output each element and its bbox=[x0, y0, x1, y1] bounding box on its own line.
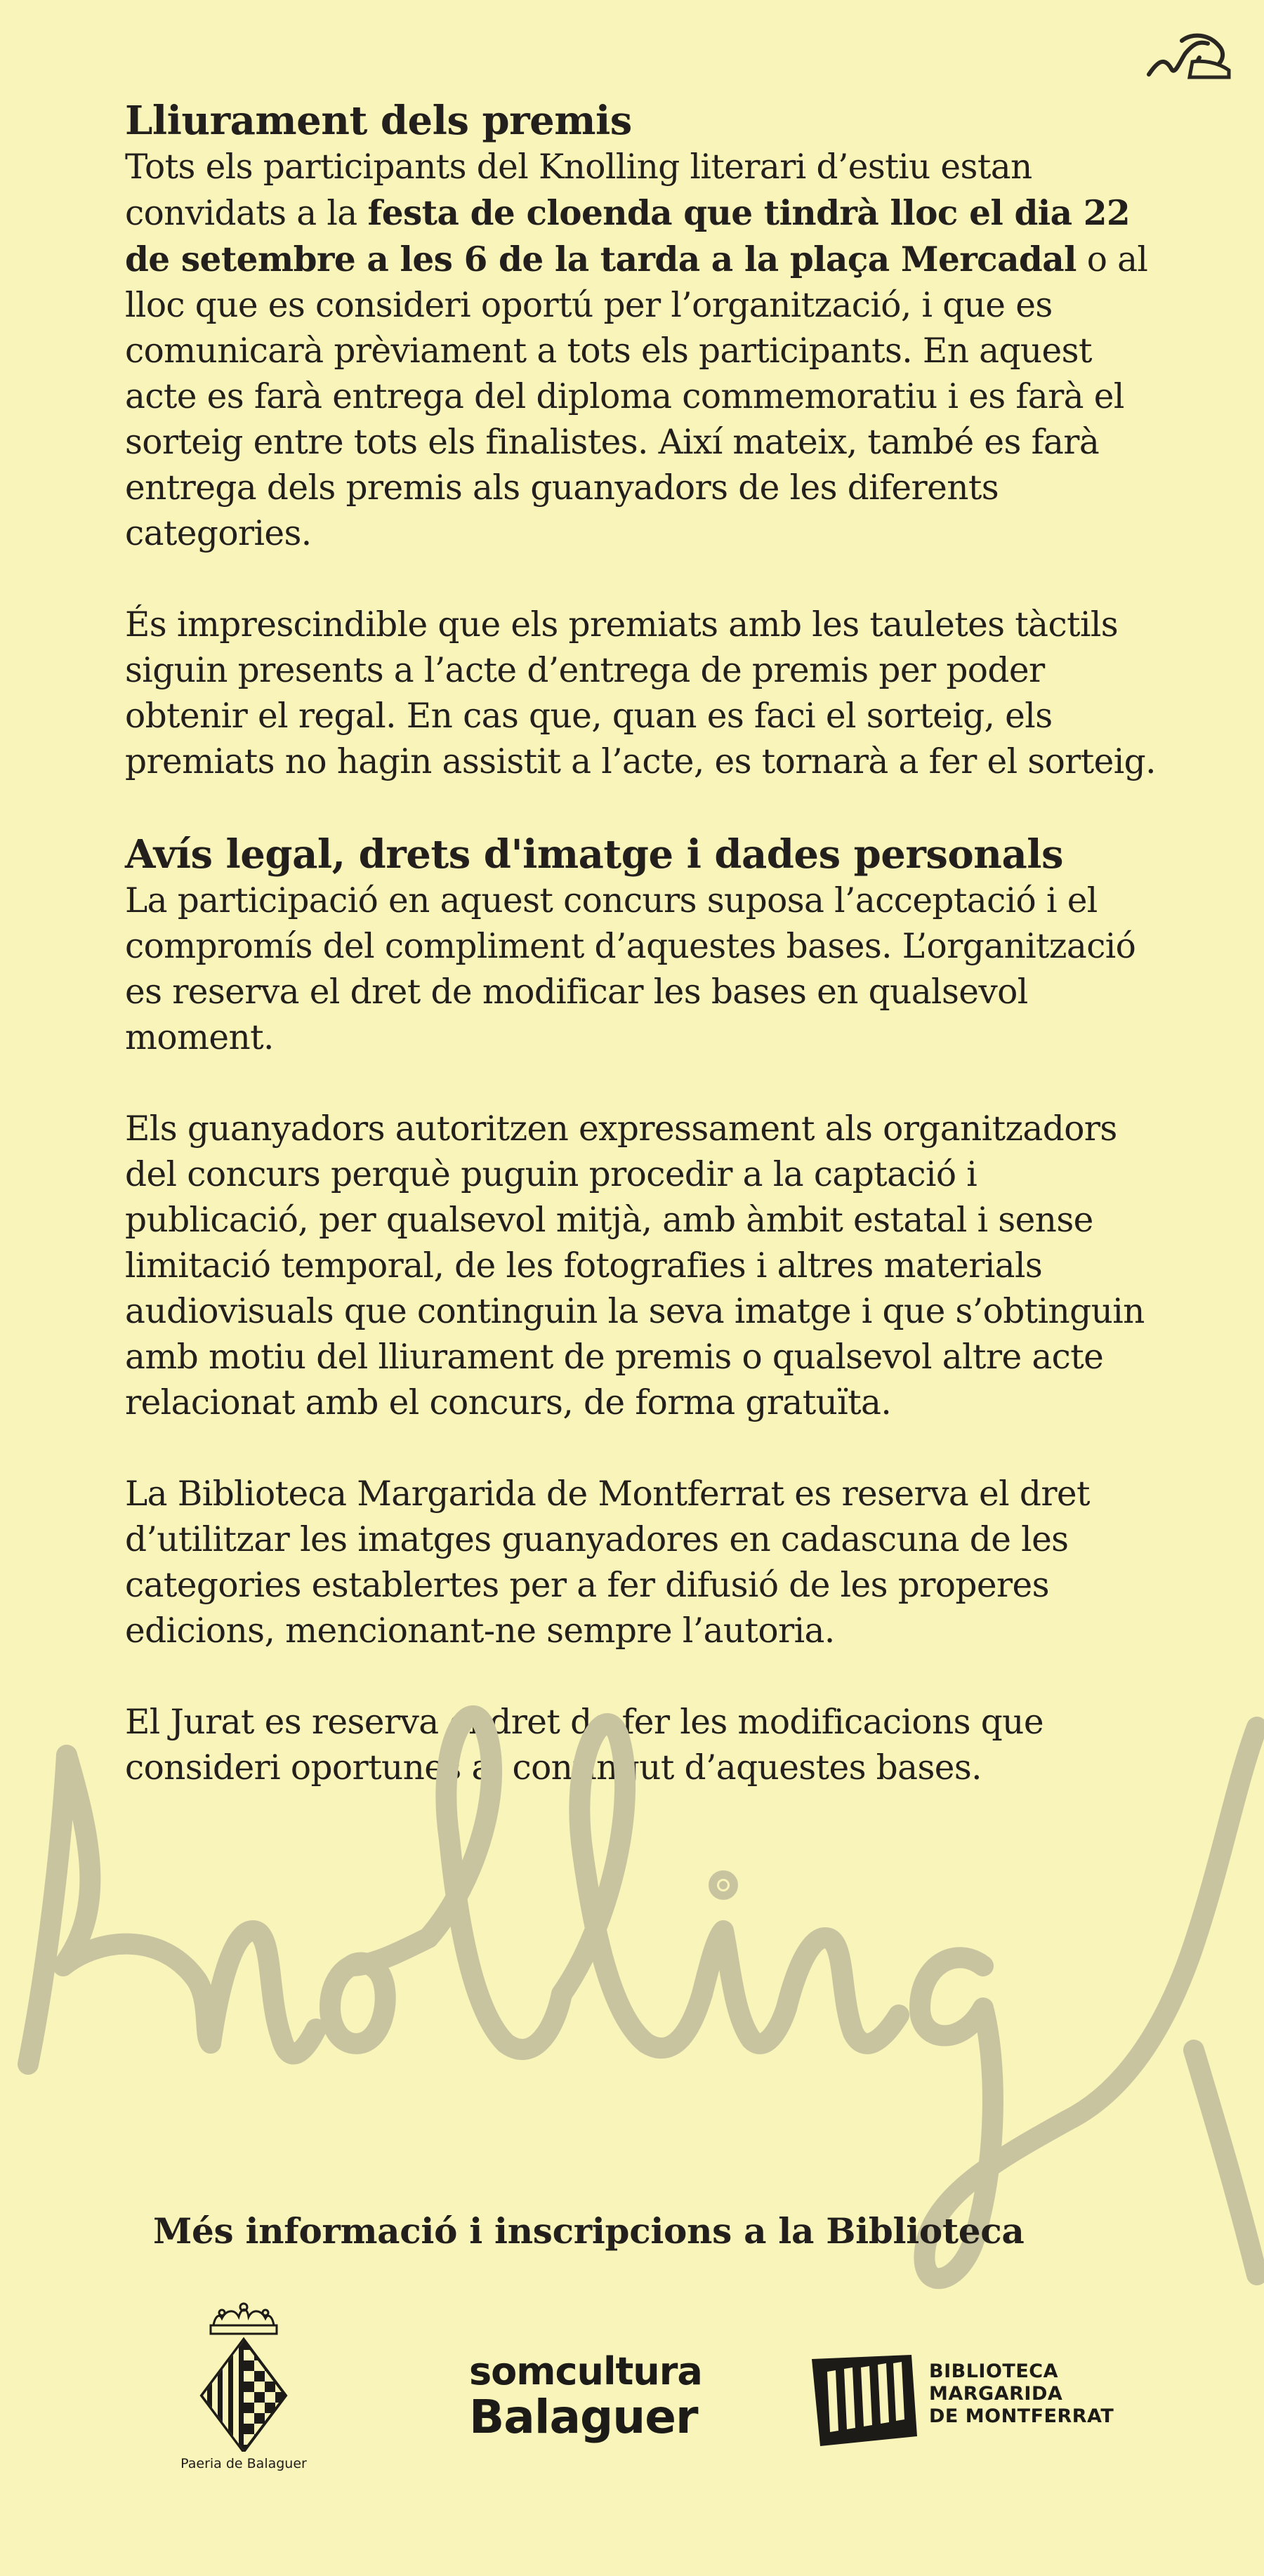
legal-paragraph-1: La participació en aquest concurs suposa l’acceptació i el compromís del compliment d’aquestes bases. L’organització es reserva el dret de modificar les bases en qualsevol moment. bbox=[125, 881, 1136, 1057]
more-info-text: Més informació i inscripcions a la Biblioteca bbox=[153, 2210, 1025, 2252]
paeria-caption: Paeria de Balaguer bbox=[180, 2456, 307, 2471]
legal-paragraph-4: El Jurat es reserva el dret de fer les modificacions que consideri oportunes al contingut d’aquestes bases. bbox=[125, 1703, 1044, 1788]
biblioteca-mark-icon bbox=[806, 2352, 922, 2450]
legal-paragraph-2: Els guanyadors autoritzen expressament als organitzadors del concurs perquè puguin procedir a la captació i publicació, per qualsevol mitjà, amb àmbit estatal i sense limitació temporal, de les fotografies i altres materials audiovisuals que continguin la seva imatge i que s’obtinguin amb motiu del lliurament de premis o qualsevol altre acte relacionat amb el concurs, de forma gratuïta. bbox=[125, 1109, 1145, 1422]
awards-paragraph-2: És imprescindible que els premiats amb les tauletes tàctils siguin presents a l’acte d’entrega de premis per poder obtenir el regal. En cas que, quan es faci el sorteig, els premiats no hagin assistit a l’acte, es tornarà a fer el sorteig. bbox=[125, 605, 1156, 781]
paeria-logo bbox=[156, 2297, 331, 2480]
somcultura-line1: somcultura bbox=[469, 2349, 702, 2393]
biblioteca-wordmark: BIBLIOTECA MARGARIDA DE MONTFERRAT bbox=[929, 2360, 1114, 2427]
section-heading-legal: Avís legal, drets d'imatge i dades personals bbox=[125, 831, 1064, 878]
paeria-shield-icon bbox=[198, 2297, 289, 2452]
biblioteca-logo bbox=[806, 2352, 1114, 2450]
main-content bbox=[125, 97, 1164, 1791]
awards-paragraph-1: Tots els participants del Knolling literari d’estiu estan convidats a la festa de cloenda que tindrà lloc el dia 22 de setembre a les 6 de la tarda a la plaça Mercadal o al lloc que es consideri oportú per l’organització, i que es comunicarà prèviament a tots els participants. En aquest acte es farà entrega del diploma commemoratiu i es farà el sorteig entre tots els finalistes. Així mateix, també es farà entrega dels premis als guanyadors de les diferents categories. bbox=[125, 147, 1148, 553]
legal-paragraph-3: La Biblioteca Margarida de Montferrat es reserva el dret d’utilitzar les imatges guanyadores en cadascuna de les categories establertes per a fer difusió de les properes edicions, mencionant-ne sempre l’autoria. bbox=[125, 1474, 1090, 1651]
corner-logo-icon bbox=[1143, 20, 1235, 90]
somcultura-line2: Balaguer bbox=[469, 2390, 698, 2444]
somcultura-logo bbox=[469, 2351, 736, 2456]
section-heading-awards: Lliurament dels premis bbox=[125, 98, 632, 144]
